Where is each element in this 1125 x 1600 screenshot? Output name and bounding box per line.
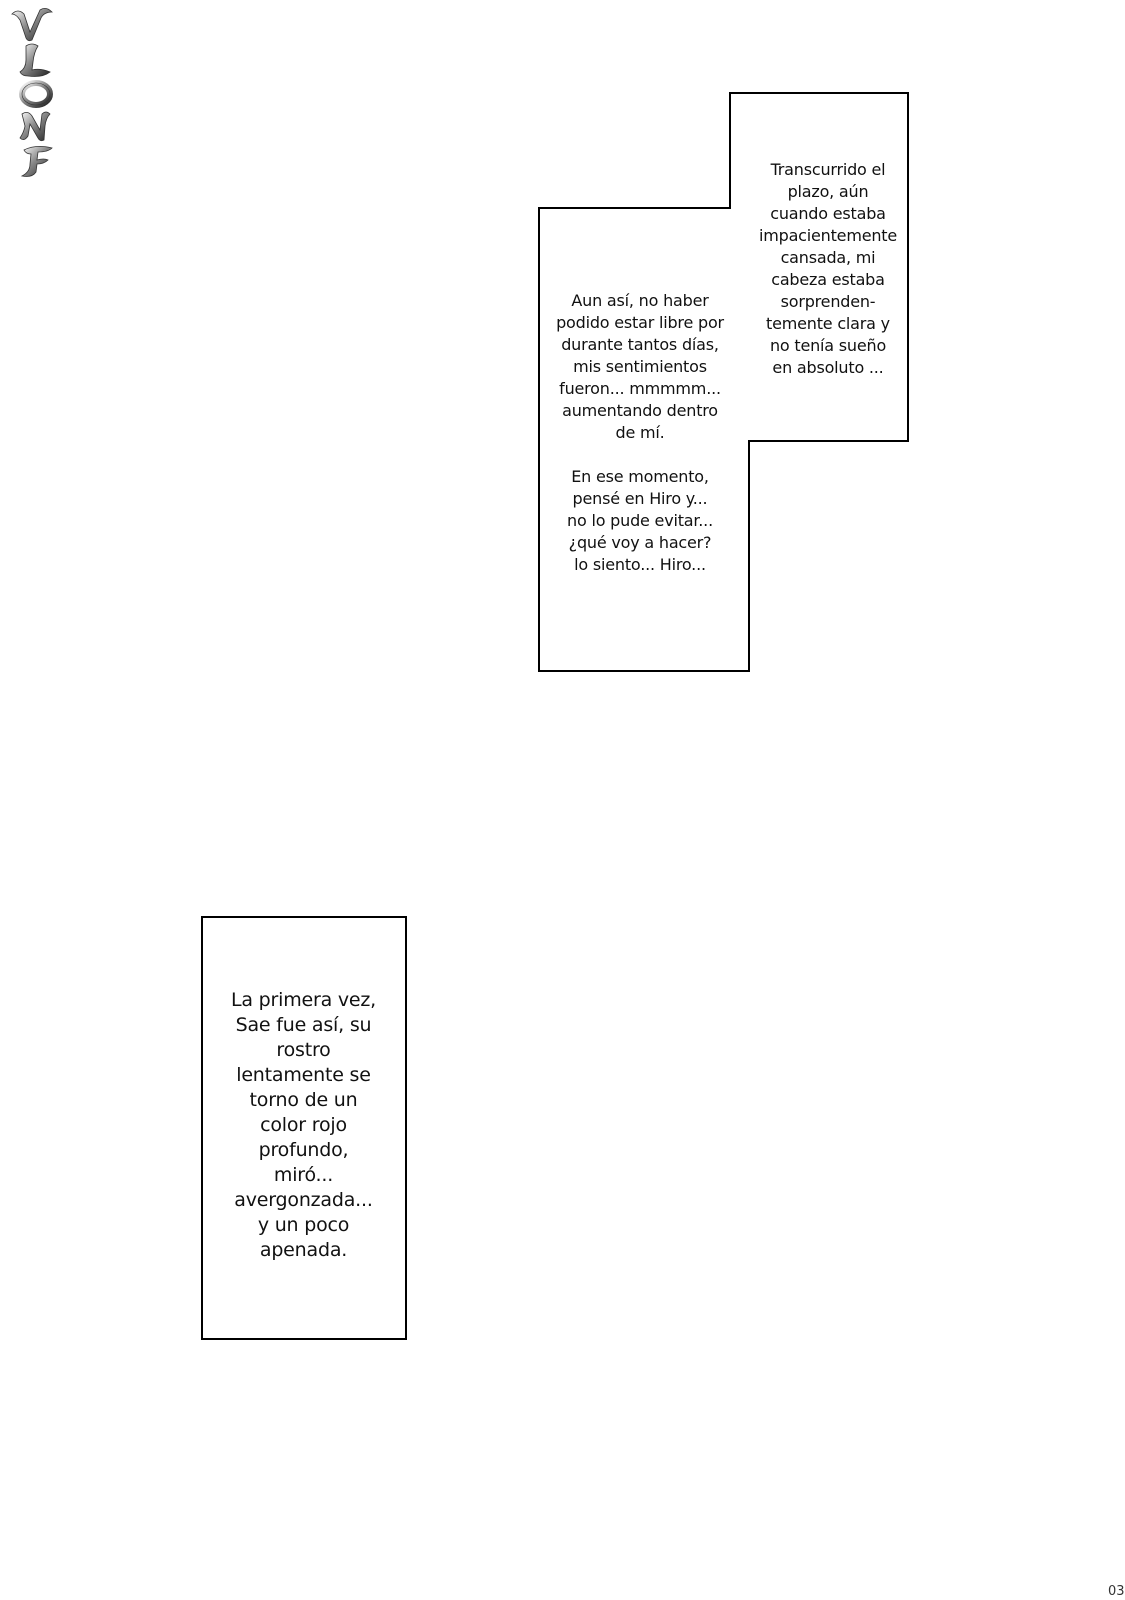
narration-line: rostro [276,1039,331,1061]
narration-line: torno de un [249,1089,358,1111]
left-narration-box [540,290,740,576]
narration-line: profundo, [258,1139,349,1161]
narration-line: cuando estaba [770,204,886,223]
narration-line: no tenía sueño [769,336,887,355]
narration-line: color rojo [260,1114,347,1136]
narration-line: fueron... mmmmm... [559,379,721,398]
narration-line: La primera vez, [230,989,377,1011]
narration-line: Aun así, no haber [571,291,709,310]
paragraph-spacer [540,444,740,466]
vlonf-logo [8,2,64,180]
narration-line: pensé en Hiro y... [572,489,708,508]
narration-line: podido estar libre por [556,313,724,332]
narration-line: avergonzada... [234,1189,373,1211]
narration-line: lentamente se [236,1064,371,1086]
narration-line: durante tantos días, [561,335,719,354]
narration-line: cabeza estaba [771,270,885,289]
narration-line: mis sentimientos [573,357,707,376]
narration-line: En ese momento, [571,467,709,486]
narration-line: Transcurrido el [770,160,886,179]
narration-line: cansada, mi [780,248,876,267]
narration-line: y un poco [257,1214,350,1236]
page-number: 03 [1108,1584,1125,1599]
narration-line: aumentando dentro [562,401,718,420]
right-narration-box [742,159,914,379]
narration-line: temente clara y [766,314,890,333]
narration-line: apenada. [259,1239,348,1261]
narration-line: de mí. [615,423,665,442]
narration-line: miró... [273,1164,334,1186]
narration-line: plazo, aún [787,182,869,201]
narration-line: lo siento... Hiro... [574,555,706,574]
narration-line: ¿qué voy a hacer? [568,533,712,552]
narration-line: en absoluto ... [772,358,884,377]
narration-line: impacientemente [758,226,898,245]
narration-line: sorprenden- [780,292,876,311]
narration-line: Sae fue así, su [235,1014,372,1036]
narration-line: no lo pude evitar... [567,511,713,530]
bottom-narration-box [205,988,402,1263]
